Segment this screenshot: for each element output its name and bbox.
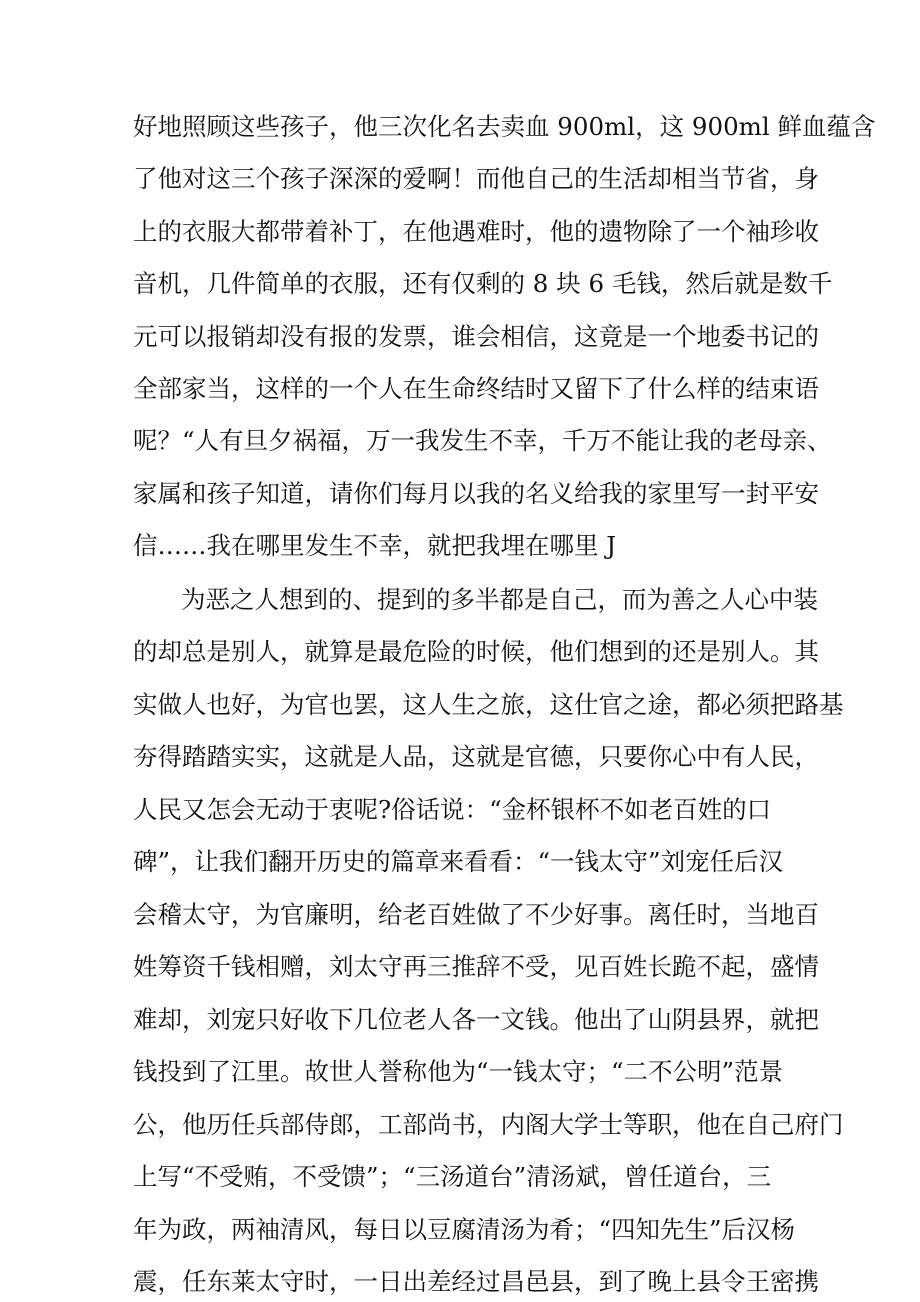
- text-line: 信……我在哪里发生不幸，就把我埋在哪里 J: [133, 531, 617, 560]
- text-line: 音机，几件简单的衣服，还有仅剩的 8 块 6 毛钱，然后就是数千: [133, 269, 833, 298]
- text-line: 年为政，两袖清风，每日以豆腐清汤为肴；“四知先生”后汉杨: [133, 1215, 796, 1244]
- text-line: 碑”，让我们翻开历史的篇章来看看：“一钱太守”刘宠任后汉: [133, 847, 784, 876]
- text-line: 为恶之人想到的、提到的多半都是自己，而为善之人心中装: [181, 585, 818, 614]
- text-line: 会稽太守，为官廉明，给老百姓做了不少好事。离任时，当地百: [133, 900, 819, 929]
- text-line: 姓筹资千钱相赠，刘太守再三推辞不受，见百姓长跪不起，盛情: [133, 952, 819, 981]
- text-line: 夯得踏踏实实，这就是人品，这就是官德，只要你心中有人民，: [133, 742, 819, 771]
- text-line: 元可以报销却没有报的发票，谁会相信，这竟是一个地委书记的: [133, 322, 819, 351]
- text-line: 钱投到了江里。故世人誉称他为“一钱太守；“二不公明”范景: [133, 1057, 784, 1086]
- text-line: 人民又怎会无动于衷呢?俗话说：“金杯银杯不如老百姓的口: [133, 795, 772, 824]
- text-line: 全部家当，这样的一个人在生命终结时又留下了什么样的结束语: [133, 374, 819, 403]
- text-line: 实做人也好，为官也罢，这人生之旅，这仕官之途，都必须把路基: [133, 690, 844, 719]
- text-line: 公，他历任兵部侍郎，工部尚书，内阁大学士等职，他在自己府门: [133, 1110, 844, 1139]
- text-line: 的却总是别人，就算是最危险的时候，他们想到的还是别人。其: [133, 637, 819, 666]
- text-line: 家属和孩子知道，请你们每月以我的名义给我的家里写一封平安: [133, 479, 819, 508]
- text-line: 上的衣服大都带着补丁，在他遇难时，他的遗物除了一个袖珍收: [133, 217, 819, 246]
- text-line: 难却，刘宠只好收下几位老人各一文钱。他出了山阴县界，就把: [133, 1005, 819, 1034]
- text-line: 呢？“人有旦夕祸福，万一我发生不幸，千万不能让我的老母亲、: [133, 426, 832, 455]
- text-line: 了他对这三个孩子深深的爱啊！而他自己的生活却相当节省，身: [133, 164, 819, 193]
- text-line: 好地照顾这些孩子，他三次化名去卖血 900ml，这 900ml 鲜血蕴含: [133, 112, 876, 141]
- text-line: 震，任东莱太守时，一日出差经过昌邑县，到了晚上县令王密携: [133, 1267, 819, 1296]
- text-line: 上写“不受贿，不受馈”；“三汤道台”清汤斌，曾任道台，三: [133, 1162, 772, 1191]
